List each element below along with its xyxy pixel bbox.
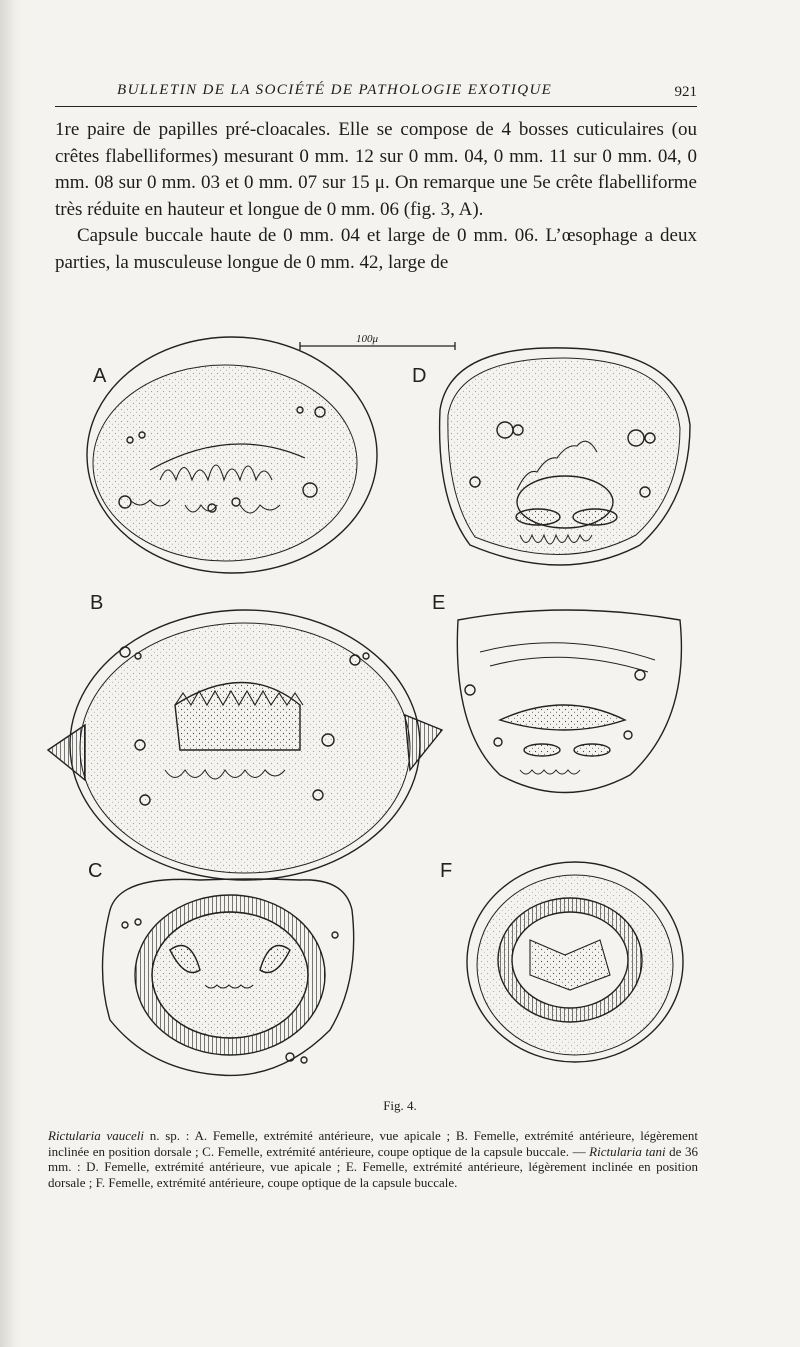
panel-c-drawing [103, 879, 354, 1075]
scale-bar-label: 100μ [356, 333, 379, 345]
figure-label: Fig. 4. [383, 1098, 417, 1113]
body-paragraph-1: 1re paire de papilles pré-cloacales. Elle se compose de 4 bosses cuticulaires (ou crêtes flabelliformes) mesurant 0 mm. 12 sur 0 mm. 04, 0 mm. 11 sur 0 mm. 04, 0 mm. 08 sur 0 mm. 03 et 0 mm. 07 sur 15 μ. On remarque une 5e crête flabelliforme très réduite en hauteur et longue de 0 mm. 06 (fig. 3, A). [55, 119, 697, 220]
figure-caption [48, 1128, 698, 1190]
caption-species-2: Rictularia tani [589, 1143, 666, 1159]
panel-label-a: A [93, 365, 107, 387]
running-header [55, 80, 697, 107]
caption-species-1: Rictularia vauceli [48, 1128, 144, 1143]
panel-label-f: F [440, 860, 453, 882]
panel-label-c: C [88, 860, 103, 882]
panel-f-drawing [467, 862, 683, 1062]
body-text [55, 117, 697, 276]
panel-d-drawing [440, 348, 690, 565]
caption-part-2: de 36 mm. : D. Femelle, extrémité antérieure, vue apicale ; E. Femelle, extrémité antérieure, légèrement inclinée en position dorsale ; F. Femelle, extrémité antérieure, coupe optique de la capsule buccale. [48, 1143, 698, 1190]
caption-part-1: n. sp. : A. Femelle, extrémité antérieure, vue apicale ; B. Femelle, extrémité antérieure, légèrement inclinée en position dorsale ; C. Femelle, extrémité antérieure, coupe optique de la capsule buccale. — [48, 1128, 698, 1159]
body-paragraph-2: Capsule buccale haute de 0 mm. 04 et large de 0 mm. 06. L’œsophage a deux parties, la musculeuse longue de 0 mm. 42, large de [55, 225, 697, 273]
page-number: 921 [674, 84, 697, 100]
panel-label-e: E [432, 592, 446, 614]
panel-label-b: B [90, 592, 104, 614]
figure-4 [0, 330, 800, 1110]
figure-drawings [0, 330, 800, 1110]
running-title: BULLETIN DE LA SOCIÉTÉ DE PATHOLOGIE EXOTIQUE [117, 82, 553, 98]
panel-b-drawing [48, 610, 442, 880]
panel-a-drawing [87, 337, 377, 573]
panel-e-drawing [457, 610, 681, 793]
panel-label-d: D [412, 365, 427, 387]
